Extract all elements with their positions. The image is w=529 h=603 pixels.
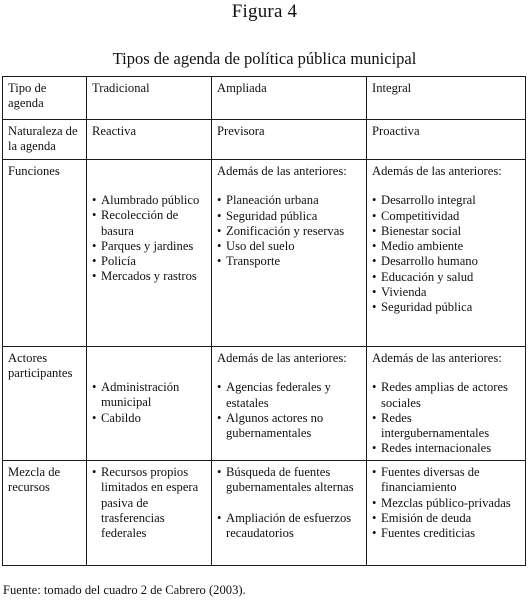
bullet-list — [372, 465, 521, 541]
list-item: • Planeación urbana — [217, 193, 362, 208]
list-item: • Ampliación de esfuerzos recaudatorios — [217, 511, 362, 542]
list-item: • Fuentes diversas de financiamiento — [372, 465, 521, 496]
row-label-naturaleza: Naturaleza de la agenda — [3, 120, 87, 160]
list-item: • Recursos propios limitados en espera pasiva de trasferencias federales — [92, 465, 207, 541]
list-item: • Medio ambiente — [372, 239, 521, 254]
source-note: Fuente: tomado del cuadro 2 de Cabrero (2003). — [3, 583, 246, 597]
list-item: • Fuentes crediticias — [372, 526, 521, 541]
cell-lead-text: Además de las anteriores: — [372, 164, 502, 178]
row-naturaleza — [3, 120, 526, 160]
cell-actores-tradicional — [87, 347, 212, 461]
bullet-list — [372, 380, 521, 456]
list-item: • Desarrollo humano — [372, 254, 521, 269]
list-item: • Redes intergubernamentales — [372, 411, 521, 442]
list-item: • Recolección de basura — [92, 208, 207, 239]
list-item: • Educación y salud — [372, 270, 521, 285]
list-item: • Zonificación y reservas — [217, 224, 362, 239]
bullet-list — [92, 465, 207, 541]
row-mezcla — [3, 461, 526, 566]
list-item: • Competitividad — [372, 209, 521, 224]
list-item: • Redes internacionales — [372, 441, 521, 456]
figure-title: Figura 4 — [231, 1, 298, 22]
cell-naturaleza-tradicional: Reactiva — [87, 120, 212, 160]
row-label-actores: Actores participantes — [3, 347, 87, 461]
list-item: • Uso del suelo — [217, 239, 362, 254]
row-funciones — [3, 160, 526, 347]
row-label-funciones: Funciones — [3, 160, 87, 347]
cell-mezcla-tradicional — [87, 461, 212, 566]
header-cell-tradicional: Tradicional — [87, 77, 212, 120]
cell-funciones-integral — [367, 160, 526, 347]
list-item: • Algunos actores no gubernamentales — [217, 411, 362, 442]
list-item: • Redes amplias de actores sociales — [372, 380, 521, 411]
cell-funciones-tradicional — [87, 160, 212, 347]
list-item: • Desarrollo integral — [372, 193, 521, 208]
header-cell-integral: Integral — [367, 77, 526, 120]
cell-funciones-ampliada — [212, 160, 367, 347]
bullet-list — [217, 465, 362, 541]
list-item: • Agencias federales y estatales — [217, 380, 362, 411]
bullet-list — [372, 193, 521, 315]
list-item: • Seguridad pública — [372, 300, 521, 315]
list-item: • Transporte — [217, 254, 362, 269]
list-item: • Parques y jardines — [92, 239, 207, 254]
header-cell-type: Tipo de agenda — [3, 77, 87, 120]
bullet-list — [217, 380, 362, 441]
header-cell-ampliada: Ampliada — [212, 77, 367, 120]
cell-lead-text: Además de las anteriores: — [217, 351, 347, 365]
cell-naturaleza-ampliada: Previsora — [212, 120, 367, 160]
bullet-list — [92, 193, 207, 285]
list-item: • Bienestar social — [372, 224, 521, 239]
list-item: • Cabildo — [92, 411, 207, 426]
bullet-list — [92, 380, 207, 426]
row-actores — [3, 347, 526, 461]
table-title: Tipos de agenda de política pública municipal — [112, 49, 417, 68]
list-item: • Búsqueda de fuentes gubernamentales alternas — [217, 465, 362, 496]
cell-mezcla-ampliada — [212, 461, 367, 566]
row-label-mezcla: Mezcla de recursos — [3, 461, 87, 566]
cell-lead-text: Además de las anteriores: — [372, 351, 502, 365]
list-item: • Policía — [92, 254, 207, 269]
cell-actores-integral — [367, 347, 526, 461]
cell-lead-text: Además de las anteriores: — [217, 164, 347, 178]
bullet-list — [217, 193, 362, 269]
list-item: • Mezclas público-privadas — [372, 496, 521, 511]
list-item: • Vivienda — [372, 285, 521, 300]
cell-mezcla-integral — [367, 461, 526, 566]
header-row — [3, 77, 526, 120]
list-item: • Seguridad pública — [217, 209, 362, 224]
agenda-types-table — [2, 76, 526, 566]
cell-actores-ampliada — [212, 347, 367, 461]
list-item: • Mercados y rastros — [92, 269, 207, 284]
list-item: • Emisión de deuda — [372, 511, 521, 526]
list-item: • Administración municipal — [92, 380, 207, 411]
list-item: • Alumbrado público — [92, 193, 207, 208]
cell-naturaleza-integral: Proactiva — [367, 120, 526, 160]
